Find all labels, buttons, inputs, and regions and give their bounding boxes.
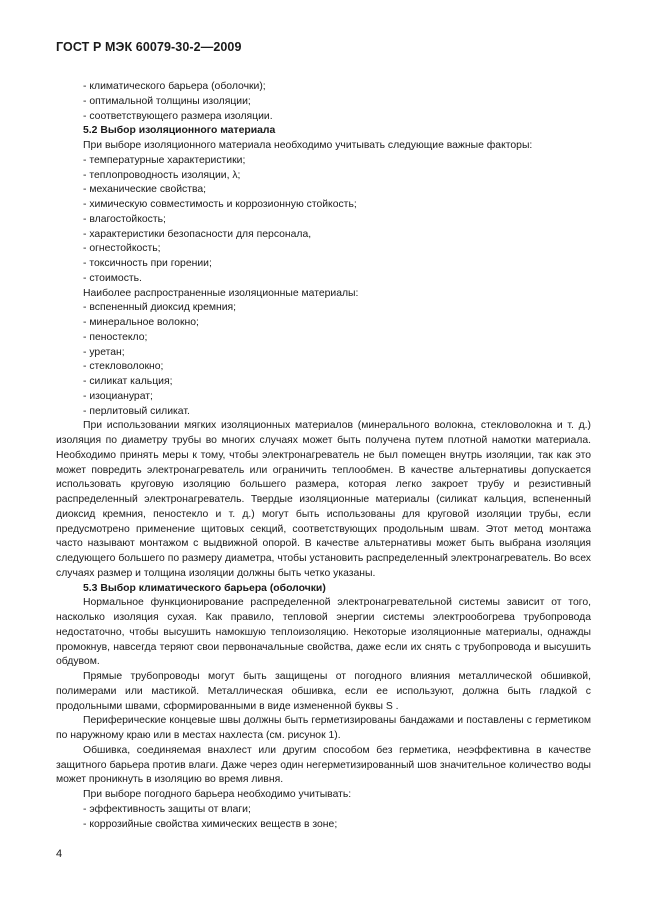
weather-barrier-intro: При выборе погодного барьера необходимо учитывать:: [83, 789, 352, 800]
factor-item: - влагостойкость;: [83, 213, 166, 225]
list-item: - коррозийные свойства химических веществ в зоне;: [83, 818, 338, 830]
paragraph-overlap: Обшивка, соединяемая внахлест или другим способом без герметика, неэффективна в качестве защитного барьера против влаги. Даже через один негерметизированный шов значительное количество воды может проникнуть в изоляцию во время ливня.: [56, 744, 591, 786]
document-header: ГОСТ Р МЭК 60079-30-2—2009: [56, 40, 242, 54]
list-item: - климатического барьера (оболочки);: [83, 81, 266, 92]
paragraph-straight-pipes: Прямые трубопроводы могут быть защищены от погодного влияния металлической обшивкой, полимерами или мастикой. Металлическая обшивка, если ее используют, должна быть гладкой с продольными швами, сформированными в виде измененной буквы S .: [56, 671, 591, 712]
list-item: - оптимальной толщины изоляции;: [83, 95, 251, 107]
section-heading-5-3: 5.3 Выбор климатического барьера (оболочки): [83, 582, 326, 594]
material-item: - уретан;: [83, 346, 125, 358]
factor-item: - характеристики безопасности для персонала,: [83, 228, 312, 240]
material-item: - перлитовый силикат.: [83, 405, 190, 417]
factor-item: - механические свойства;: [83, 184, 207, 196]
factor-item: - стоимость.: [83, 272, 142, 284]
document-body: [56, 80, 591, 832]
page-number: 4: [56, 848, 63, 860]
paragraph-end-seams: Периферические концевые швы должны быть герметизированы бандажами и поставлены с герметиком по наружному краю или в местах нахлеста (см. рисунок 1).: [56, 715, 591, 741]
material-item: - минеральное волокно;: [83, 317, 199, 328]
factor-item: - температурные характеристики;: [83, 154, 246, 166]
paragraph-functioning: Нормальное функционирование распределенной электронагревательной системы зависит от того, насколько изоляция сухая. Как правило, тепловой энергии системы электрообогрева трубопровода недостаточно, чтобы высушить намокшую теплоизоляцию. Некоторые изоляционные материалы, однажды промокнув, навсегда теряют свои первоначальные свойства, даже если их снять с трубопровода и высушить обдувом.: [56, 597, 591, 668]
material-item: - стекловолокно;: [83, 361, 164, 373]
factor-item: - токсичность при горении;: [83, 258, 212, 269]
material-item: - пеностекло;: [83, 331, 148, 343]
factor-item: - химическую совместимость и коррозионную стойкость;: [83, 199, 357, 210]
material-item: - вспененный диоксид кремния;: [83, 302, 237, 314]
factor-item: - огнестойкость;: [83, 243, 161, 255]
material-item: - изоцианурат;: [83, 390, 153, 402]
paragraph-soft-materials: При использовании мягких изоляционных материалов (минерального волокна, стекловолокна и т. д.) изоляция по диаметру трубы во многих случаях может быть получена путем плотной намотки материала. Необходимо принять меры к тому, чтобы электронагреватель не был помещен внутрь изоляции, так как это может повредить электронагреватель или ограничить теплообмен. В качестве альтернативы допускается использовать круговую изоляцию большего размера, которая легко закроет трубу и резистивный распределенный электронагреватель. Твердые изоляционные материалы (силикат кальция, вспененный диоксид кремния, пеностекло и т. д.) могут быть использованы для круговой изоляции трубы, если предусмотрено применение щитовых секций, соответствующих продольным швам. Этот метод монтажа часто называют монтажом с выдвижной опорой. В качестве альтернативы может быть выбрана изоляция следующего большего по размеру диаметра, чтобы установить распределенный электронагреватель. Во всех случаях размер и толщина изоляции должны быть четко указаны.: [56, 420, 591, 579]
section-intro: При выборе изоляционного материала необходимо учитывать следующие важные факторы:: [83, 140, 533, 151]
section-heading-5-2: 5.2 Выбор изоляционного материала: [83, 125, 276, 137]
factor-item: - теплопроводность изоляции, λ;: [83, 169, 241, 181]
list-item: - соответствующего размера изоляции.: [83, 110, 273, 122]
list-item: - эффективность защиты от влаги;: [83, 803, 251, 815]
material-item: - силикат кальция;: [83, 376, 173, 387]
materials-intro: Наиболее распространенные изоляционные материалы:: [83, 287, 359, 299]
